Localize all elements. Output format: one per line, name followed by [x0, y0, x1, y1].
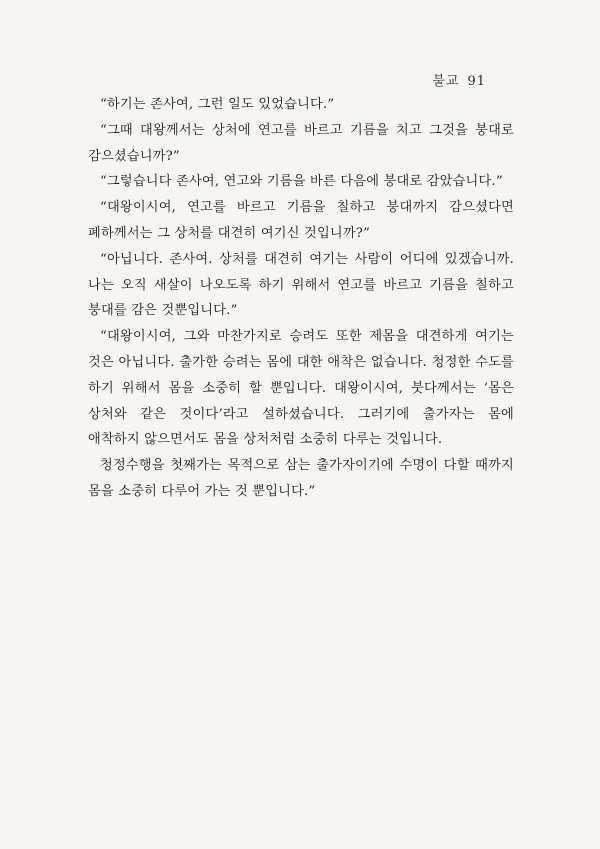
paragraph: 청정수행을 첫째가는 목적으로 삼는 출가자이기에 수명이 다할 때까지 몸을 소중히 다루어 가는 것 뿐입니다.” — [88, 458, 514, 499]
paragraph: “대왕이시여, 그와 마찬가지로 승려도 또한 제몸을 대견하게 여기는 것은 아닙니다. 출가한 승려는 몸에 대한 애착은 없습니다. 청정한 수도를 하기 위해서 몸을 소중히 할 뿐입니다. 대왕이시여, 붓다께서는 ‘몸은 상처와 같은 것이다’라고 설하셨습니다. 그러기에 출가자는 몸에 애착하지 않으면서도 몸을 상처처럼 소중히 다루는 것입니다. — [88, 329, 514, 448]
paragraph: “그렇습니다 존사여, 연고와 기름을 바른 다음에 붕대로 감았습니다.” — [100, 174, 503, 190]
page-number: 91 — [467, 74, 486, 89]
running-header — [432, 70, 486, 89]
paragraph: “아닙니다. 존사여. 상처를 대견히 여기는 사람이 어디에 있겠습니까. 나는 오직 새살이 나오도록 하기 위해서 연고를 바르고 기름을 칠하고 붕대를 감은 것뿐입니다.” — [88, 251, 514, 319]
section-title: 불교 — [432, 74, 460, 89]
paragraph: “대왕이시여, 연고를 바르고 기름을 칠하고 붕대까지 감으셨다면 폐하께서는 그 상처를 대견히 여기신 것입니까?” — [88, 200, 514, 241]
paragraph: “하기는 존사여, 그런 일도 있었습니다.” — [100, 97, 335, 112]
paragraph: “그때 대왕께서는 상처에 연고를 바르고 기름을 치고 그것을 붕대로 감으셨습니까?” — [88, 122, 514, 164]
body-text — [88, 92, 514, 505]
